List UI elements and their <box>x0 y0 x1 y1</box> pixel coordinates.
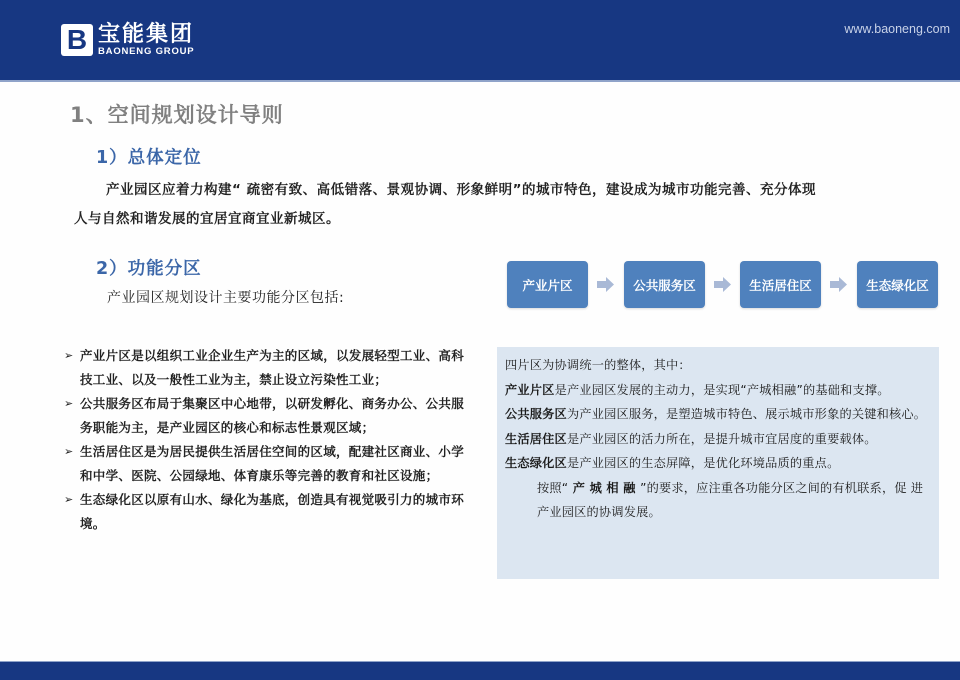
logo-english-name: BAONENG GROUP <box>98 45 195 57</box>
info-item <box>505 378 931 403</box>
arrow-bullet-icon: ➢ <box>64 397 74 410</box>
arrow-bullet-icon: ➢ <box>64 493 74 506</box>
zone-description-list <box>64 344 464 536</box>
list-item <box>64 440 464 488</box>
header-bar <box>0 0 960 82</box>
list-item <box>64 344 464 392</box>
flow-step-residential: 生活居住区 <box>740 261 821 308</box>
baoneng-logo <box>61 23 194 57</box>
info-item-term: 公共服务区 <box>505 407 567 421</box>
logo-b-icon: B <box>61 24 93 56</box>
info-item-term: 生活居住区 <box>505 431 567 446</box>
info-item <box>505 451 931 476</box>
list-item <box>64 392 464 440</box>
info-item-desc: 是产业园区的生态屏障，是优化环境品质的重点。 <box>566 456 840 470</box>
website-url: www.baoneng.com <box>844 22 950 36</box>
flow-step-industrial: 产业片区 <box>507 261 588 308</box>
closing-term: 产 城 相 融 <box>568 480 641 495</box>
info-intro: 四片区为协调统一的整体，其中： <box>505 358 691 372</box>
section-heading-overall-positioning: 1）总体定位 <box>96 148 202 168</box>
list-item-text: 生态绿化区以原有山水、绿化为基底，创造具有视觉吸引力的城市环境。 <box>80 492 465 531</box>
paragraph-line: 人与自然和谐发展的宜居宜商宜业新城区。 <box>74 211 340 227</box>
right-arrow-icon <box>830 277 847 292</box>
closing-prefix: 按照“ <box>537 480 569 495</box>
section-heading-functional-zones: 2）功能分区 <box>96 259 202 279</box>
info-item-desc: 为产业园区服务，是塑造城市特色、展示城市形象的关键和核心。 <box>566 407 927 421</box>
zone-relationship-box <box>497 347 939 579</box>
info-closing <box>505 476 931 525</box>
functional-zones-intro: 产业园区规划设计主要功能分区包括: <box>107 290 345 306</box>
right-arrow-icon <box>597 277 614 292</box>
list-item-text: 产业片区是以组织工业企业生产为主的区域，以发展轻型工业、高科技工业、以及一般性工业为主，禁止设立污染性工业； <box>80 348 465 387</box>
flow-step-ecological: 生态绿化区 <box>857 261 938 308</box>
list-item-text: 生活居住区是为居民提供生活居住空间的区域，配建社区商业、小学和中学、医院、公园绿地、体育康乐等完善的教育和社区设施； <box>80 444 465 483</box>
info-item <box>505 427 931 452</box>
list-item-text: 公共服务区布局于集聚区中心地带，以研发孵化、商务办公、公共服务职能为主，是产业园区的核心和标志性景观区域； <box>80 396 465 435</box>
logo-chinese-name: 宝能集团 <box>98 21 195 47</box>
info-item-term: 生态绿化区 <box>505 456 567 470</box>
footer-bar <box>0 661 960 680</box>
overall-positioning-paragraph <box>74 176 924 234</box>
info-item-desc: 是产业园区发展的主动力，是实现“产城相融”的基础和支撑。 <box>554 382 890 397</box>
right-arrow-icon <box>714 277 731 292</box>
info-item <box>505 402 931 427</box>
paragraph-line: 产业园区应着力构建“ 疏密有致、高低错落、景观协调、形象鲜明”的城市特色，建设成为城市功能完善、充分体现 <box>106 182 816 198</box>
page-title: 1、空间规划设计导则 <box>70 103 284 127</box>
closing-suffix: ”的要求，应注重各功能分区之间的有机联系，促 进产业园区的协调发展。 <box>537 480 924 519</box>
arrow-bullet-icon: ➢ <box>64 349 74 362</box>
list-item <box>64 488 464 536</box>
info-item-desc: 是产业园区的活力所在，是提升城市宜居度的重要载体。 <box>566 431 877 446</box>
flow-step-public-service: 公共服务区 <box>624 261 705 308</box>
info-item-term: 产业片区 <box>505 382 555 397</box>
arrow-bullet-icon: ➢ <box>64 445 74 458</box>
